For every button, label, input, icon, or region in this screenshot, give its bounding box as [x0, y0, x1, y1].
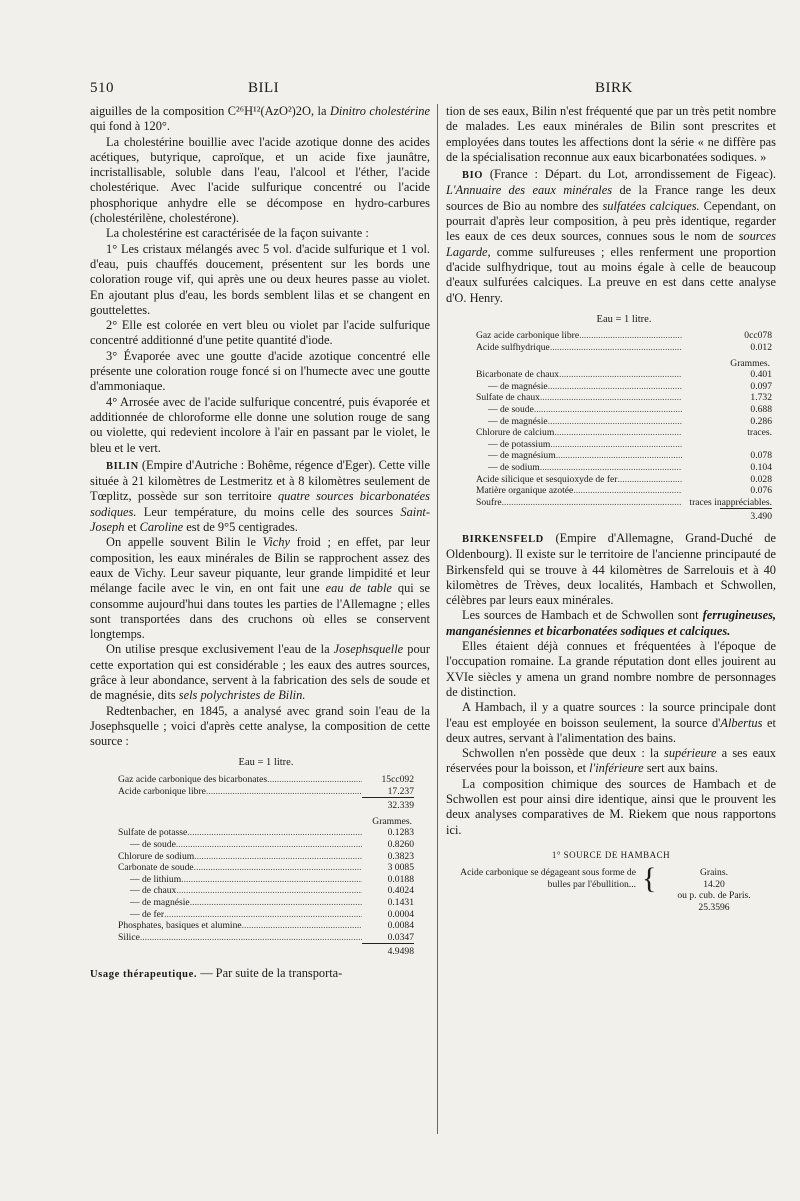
text: sels polychristes de Bilin. — [178, 688, 306, 703]
leader-dots — [617, 474, 682, 486]
paragraph — [446, 746, 776, 777]
leader-dots — [176, 839, 362, 851]
text: sources Lagarde, — [446, 229, 776, 259]
text: — Par suite de la transporta- — [197, 965, 343, 980]
entry-bilin — [90, 458, 430, 535]
table-row — [476, 369, 772, 381]
row-value: 0.3823 — [387, 850, 414, 862]
text: sert aux bains. — [643, 761, 718, 776]
table-row — [476, 474, 772, 486]
table-row — [476, 381, 772, 393]
leader-dots — [502, 497, 682, 509]
row-label: — de magnésie — [488, 380, 548, 392]
leader-dots — [140, 932, 362, 944]
entry-heading: BILIN — [106, 460, 139, 472]
table-row — [118, 932, 414, 944]
gas-rows — [476, 330, 772, 353]
row-value: 0.286 — [750, 415, 772, 427]
running-head-left: BILI — [248, 80, 280, 96]
row-value: 0.1431 — [387, 897, 414, 908]
row-label: Silice — [118, 931, 140, 943]
running-head-right: BIRK — [595, 80, 633, 96]
row-value: 0cc078 — [744, 330, 772, 342]
paragraph — [90, 642, 430, 703]
row-label: — de fer — [130, 908, 165, 920]
text: Leur température, du moins celle des sources — [136, 504, 401, 519]
hambach-value: 14.20 — [703, 878, 725, 890]
row-value: 0.104 — [750, 461, 772, 473]
paragraph: La composition chimique des sources de Hambach et de Schwollen est pour ainsi dire identique, ainsi que le prouvent les deux analyses comparatives de M. Riekem que nous rapportons ici. — [446, 776, 776, 837]
entry-bio — [446, 167, 776, 306]
mineral-rows — [118, 827, 414, 943]
row-value: 0.4024 — [387, 885, 414, 897]
text: (Empire d'Allemagne, Grand-Duché de Oldenbourg). Il existe sur le territoire de l'ancienne principauté de Birkensfeld qui se trouve à 44 kilomètres de Sarrelouis et à 40 kilomètres de Trèves, deux localités, Hambach et Schwollen, célèbres par leurs eaux minérales. — [446, 530, 776, 608]
table-title: Eau = 1 litre. — [238, 757, 294, 769]
text: est de 9°5 centigrades. — [183, 520, 298, 535]
text: pour cette exportation qui est considérable ; les eaux des autres sources, grâce à leur abondance, servent à la fabrication des sels de soude et de magnésie, dits — [90, 642, 430, 703]
table-row — [476, 330, 772, 342]
text: Saint-Joseph — [90, 504, 430, 535]
row-label: — de soude — [130, 839, 176, 851]
table-row — [476, 485, 772, 497]
leader-dots — [579, 330, 682, 342]
row-label: — de potassium — [488, 438, 551, 450]
row-label: Gaz acide carbonique libre — [476, 330, 580, 342]
table-row — [476, 427, 772, 439]
paragraph — [90, 535, 430, 642]
table-row — [476, 404, 772, 416]
mineral-rows — [476, 369, 772, 508]
row-label: Sulfate de potasse — [118, 827, 188, 839]
entry-heading: BIRKENSFELD — [462, 533, 544, 545]
table-row — [476, 439, 772, 451]
row-label: — de soude — [488, 404, 534, 416]
table-row — [118, 874, 414, 886]
paragraph: Redtenbacher, en 1845, a analysé avec grand soin l'eau de la Josephsquelle ; voici d'après cette analyse, la composition de cette source : — [90, 703, 430, 749]
analysis-table-bio — [476, 314, 772, 523]
row-label: Chlorure de sodium — [118, 850, 195, 862]
leader-dots — [548, 416, 682, 428]
text: Dinitro cholestérine — [329, 104, 430, 118]
row-value: 0.1283 — [387, 827, 414, 839]
text: quatre sources bicarbonatées sodiques. — [90, 489, 430, 519]
leader-dots — [554, 427, 682, 439]
text: Vichy — [262, 535, 290, 550]
leader-dots — [556, 450, 682, 462]
text: L'Annuaire des eaux minérales — [446, 183, 613, 198]
text: de la France range les deux sources de Bio au nombre des — [446, 183, 776, 213]
leader-dots — [187, 827, 362, 839]
row-value: 0.0004 — [387, 908, 414, 920]
leader-dots — [194, 862, 362, 874]
leader-dots — [559, 369, 682, 381]
unit-label: Grammes. — [372, 815, 412, 827]
text: Albertus — [720, 715, 763, 730]
text: comme sulfureuses ; elles renferment une proportion d'acide sulfhydrique, tout au moins égale à celle de beaucoup d'eaux sulfurées calciques. La preuve en est dans cette analyse d'O. Henry. — [446, 244, 776, 305]
row-label: Bicarbonate de chaux — [476, 369, 560, 381]
text: On appelle souvent Bilin le — [106, 535, 263, 550]
table-row — [476, 497, 772, 509]
row-label: Acide silicique et sesquioxyde de fer — [476, 473, 618, 485]
table-row — [476, 392, 772, 404]
row-label: Gaz acide carbonique des bicarbonates — [118, 774, 268, 786]
row-value: 17.237 — [387, 785, 414, 797]
table-row — [476, 462, 772, 474]
row-value: 0.0188 — [387, 873, 414, 885]
table-total: 4.9498 — [362, 943, 414, 958]
paragraph — [446, 608, 776, 639]
leader-dots — [540, 392, 682, 404]
hambach-analysis — [446, 862, 776, 913]
row-label: — de magnésie — [488, 415, 548, 427]
paragraph: Elles étaient déjà connues et fréquentées à l'époque de l'occupation romaine. La grande réputation dont elles jouirent au XVIe siècles y amena un grand nombre nombre de personnages de distinction. — [446, 639, 776, 699]
table-row — [118, 851, 414, 863]
row-label: — de magnésie — [130, 897, 190, 908]
row-value: traces. — [747, 427, 772, 439]
leader-dots — [206, 786, 362, 798]
text: qui fond à 120°. — [90, 119, 170, 134]
row-label: Chlorure de calcium — [476, 427, 555, 439]
row-label: — de magnésium — [488, 450, 556, 462]
leader-dots — [176, 885, 362, 897]
row-value: traces inappréciables. — [689, 496, 772, 508]
usage-heading: Usage thérapeutique. — [90, 968, 198, 980]
leader-dots — [190, 897, 362, 909]
row-value: 0.0084 — [387, 920, 414, 932]
text: a ses eaux réservées pour la boisson, et — [446, 746, 776, 776]
row-label: Acide carbonique libre — [118, 785, 206, 797]
row-label: Acide sulfhydrique — [476, 342, 550, 354]
hambach-label: Acide carbonique se dégageant sous forme de bulles par l'ébullition... — [460, 867, 636, 890]
paragraph — [90, 104, 430, 135]
leader-dots — [534, 404, 682, 416]
paragraph — [446, 700, 776, 746]
text: On utilise presque exclusivement l'eau de la — [106, 642, 334, 657]
unit-label: Grammes. — [730, 357, 770, 369]
table-row — [476, 450, 772, 462]
table-row — [118, 839, 414, 851]
row-value: 3 0085 — [387, 862, 414, 874]
row-value: 0.028 — [750, 473, 772, 485]
table-row — [118, 885, 414, 897]
row-label: Soufre — [476, 496, 502, 508]
row-value: 0.078 — [750, 450, 772, 462]
row-label: Phosphates, basiques et alumine — [118, 920, 242, 932]
leader-dots — [550, 439, 682, 451]
table-row — [118, 920, 414, 932]
hambach-unit-paris: ou p. cub. de Paris. — [677, 890, 751, 902]
analysis-table-bilin — [118, 757, 414, 958]
row-value: 0.012 — [750, 342, 772, 354]
right-column — [446, 104, 776, 914]
text: Schwollen n'en possède que deux : la — [462, 746, 664, 761]
table-row — [118, 827, 414, 839]
usage-paragraph — [90, 966, 430, 982]
leader-dots — [548, 381, 682, 393]
hambach-unit: Grains. — [700, 867, 728, 879]
row-value: 0.401 — [750, 369, 772, 381]
leader-dots — [164, 909, 362, 921]
paragraph: 3° Évaporée avec une goutte d'acide azotique concentré elle présente une coloration rouge foncé si on l'humecte avec une goutte d'ammoniaque. — [90, 348, 430, 394]
text: l'inférieure — [589, 761, 644, 776]
gas-rows — [118, 774, 414, 797]
row-label: Carbonate de soude — [118, 862, 194, 874]
row-value: 1.732 — [750, 392, 772, 404]
text: et deux autres, servant à l'alimentation des bains. — [446, 715, 776, 745]
row-label: — de lithium — [130, 873, 182, 885]
paragraph: 2° Elle est colorée en vert bleu ou violet par l'acide sulfurique concentré additionné d'une petite quantité d'iode. — [90, 318, 430, 348]
text: ferrugineuses, manganésiennes et bicarbonatées sodiques et calciques. — [446, 608, 776, 638]
table-row — [476, 416, 772, 428]
paragraph: 4° Arrosée avec de l'acide sulfurique concentré, puis évaporée et additionnée de chloroforme elle donne une solution rouge de sang ou violette, qui redevient incolore à l'air en passant par le violet, le bleu et le vert. — [90, 394, 430, 455]
row-value: 0.0347 — [387, 931, 414, 943]
table-row — [476, 342, 772, 354]
leader-dots — [194, 851, 362, 863]
table-row — [118, 862, 414, 874]
entry-birkensfeld — [446, 531, 776, 608]
row-value: 0.076 — [750, 485, 772, 497]
row-label: — de sodium — [488, 461, 540, 473]
text: aiguilles de la composition C²⁶H¹²(AzO²)2O, la — [90, 104, 330, 118]
leader-dots — [267, 774, 362, 786]
hambach-value: 25.3596 — [698, 901, 730, 913]
text: Caroline — [139, 520, 184, 535]
text: supérieure — [664, 746, 717, 761]
text: (Empire d'Autriche : Bohême, régence d'Eger). Cette ville située à 21 kilomètres de Lestmeritz et à 8 kilomètres seulement de Tœplitz, possède sur son territoire — [90, 457, 430, 504]
text: A Hambach, il y a quatre sources : la source principale dont l'eau est employée en boisson seulement, la source d' — [446, 700, 776, 730]
leader-dots — [242, 920, 362, 932]
row-label: Matière organique azotée — [476, 485, 574, 497]
brace: { — [642, 862, 657, 896]
hambach-title: 1° SOURCE DE HAMBACH — [551, 849, 671, 860]
text: Les sources de Hambach et de Schwollen sont — [462, 608, 703, 623]
row-value: 0.8260 — [387, 839, 414, 851]
text: et — [124, 520, 140, 535]
text: froid ; en effet, par leur composition, les eaux minérales de Bilin se rapprochent assez des eaux de Vichy. Leur saveur piquante, leur grande limpidité et leur mélange facile avec le vin, en ont fait une — [90, 535, 431, 596]
text: Josephsquelle — [333, 642, 404, 657]
table-row — [118, 774, 414, 786]
column-divider — [437, 104, 438, 1134]
hambach-values — [652, 867, 776, 913]
table-total: 3.490 — [720, 508, 772, 523]
paragraph: tion de ses eaux, Bilin n'est fréquenté que par un très petit nombre de malades. Les eaux minérales de Bilin sont prescrites et employées dans toutes les affections dont la série « ne diffère pas de la spécialisation reconnue aux eaux bicarbonatées sodiques. » — [446, 104, 776, 164]
paragraph: La cholestérine est caractérisée de la façon suivante : — [106, 226, 369, 241]
leader-dots — [550, 342, 682, 354]
gas-total: 32.339 — [362, 797, 414, 812]
left-column — [90, 104, 430, 982]
entry-heading: BIO — [462, 170, 484, 182]
row-value: 0.688 — [750, 404, 772, 416]
leader-dots — [573, 485, 682, 497]
page-number: 510 — [90, 80, 114, 96]
text: (France : Départ. du Lot, arrondissement de Figeac). — [483, 167, 776, 182]
leader-dots — [181, 874, 362, 886]
row-value: 15cc092 — [381, 774, 414, 786]
table-title: Eau = 1 litre. — [596, 313, 652, 325]
text: qui se consomme aujourd'hui dans toutes les parties de l'Allemagne ; elles sont transportées dans des cruchons où elles se conservent longtemps. — [90, 581, 430, 642]
paragraph: 1° Les cristaux mélangés avec 5 vol. d'acide sulfurique et 1 vol. d'eau, puis chauffés doucement, présentent sur les bords une coloration rouge vif, qui après une ou deux heures passe au violet. En ajoutant plus d'eau, les bords semblent lilas et se changent en gouttelettes. — [90, 241, 430, 317]
table-row — [118, 786, 414, 798]
text: Cependant, on pourrait d'après leur composition, à peu près identique, regarder les eaux de ces deux sources, connues sous le nom de — [446, 198, 777, 244]
row-label: Sulfate de chaux — [476, 392, 540, 404]
table-row — [118, 909, 414, 921]
table-row — [118, 897, 414, 909]
row-label: — de chaux — [130, 885, 177, 897]
leader-dots — [540, 462, 682, 474]
paragraph: La cholestérine bouillie avec l'acide azotique donne des acides acétiques, butyrique, caproïque, et un acide fixe jaunâtre, incristallisable, soluble dans l'eau, l'alcool et l'éther, l'acide cholestérique. Avec l'acide sulfurique concentré ou l'acide phosphorique anhydre elle se décompose en hydro-carbures (cholestérilène, cholestérone). — [90, 134, 430, 226]
text: sulfatées calciques. — [602, 198, 700, 213]
text: eau de table — [325, 581, 392, 596]
row-value: 0.097 — [750, 380, 772, 392]
